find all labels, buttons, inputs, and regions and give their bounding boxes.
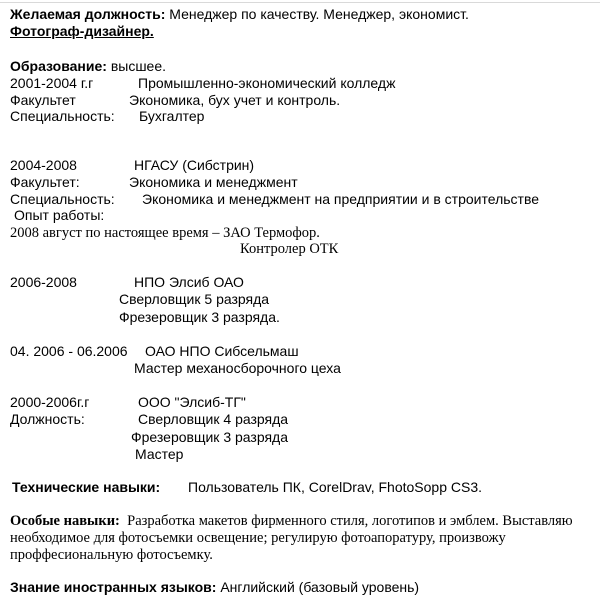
job-3-company: ООО "Элсиб-ТГ" xyxy=(138,394,246,410)
languages-line xyxy=(10,579,419,596)
job-3-position-3: Мастер xyxy=(135,446,184,462)
desired-position-line xyxy=(10,6,469,23)
education-1-specialty-label: Специальность: xyxy=(10,108,115,124)
education-2-period: 2004-2008 xyxy=(10,157,77,173)
education-1-period: 2001-2004 г.г xyxy=(10,75,94,91)
education-label: Образование: xyxy=(10,58,107,74)
job-2-company: ОАО НПО Сибсельмаш xyxy=(145,343,299,359)
languages-value: Английский (базовый уровень) xyxy=(220,579,420,595)
job-1-position-1: Сверловщик 5 разряда xyxy=(119,291,270,307)
experience-current-position: Контролер ОТК xyxy=(240,241,339,257)
special-skills-paragraph xyxy=(10,513,598,564)
job-1-position-2: Фрезеровщик 3 разряда. xyxy=(119,309,280,325)
job-1-period: 2006-2008 xyxy=(10,274,77,290)
job-3-position-label: Должность: xyxy=(10,411,85,427)
job-2-period: 04. 2006 - 06.2006 xyxy=(10,343,128,359)
education-line xyxy=(10,58,166,75)
experience-current: 2008 август по настоящее время – ЗАО Термофор. xyxy=(10,225,320,241)
education-1-faculty-label: Факультет xyxy=(10,92,76,108)
experience-label: Опыт работы: xyxy=(14,207,105,223)
desired-position-highlight: Фотограф-дизайнер. xyxy=(10,23,154,39)
education-2-faculty: Экономика и менеджмент xyxy=(129,174,298,190)
desired-position-value: Менеджер по качеству. Менеджер, экономист. xyxy=(169,6,469,22)
job-3-position-2: Фрезеровщик 3 разряда xyxy=(131,429,288,445)
education-2-specialty: Экономика и менеджмент на предприятии и в строительстве xyxy=(142,191,540,207)
special-skills-label: Особые навыки: xyxy=(10,513,120,529)
education-value: высшее. xyxy=(110,58,167,74)
education-1-specialty: Бухгалтер xyxy=(139,108,205,124)
languages-label: Знание иностранных языков: xyxy=(10,579,217,595)
education-2-specialty-label: Специальность: xyxy=(10,191,115,207)
desired-position-label: Желаемая должность: xyxy=(10,6,166,22)
top-border-line xyxy=(0,2,600,3)
tech-skills-label: Технические навыки: xyxy=(12,479,161,495)
education-1-institution: Промышленно-экономический колледж xyxy=(138,75,396,91)
education-2-faculty-label: Факультет: xyxy=(10,174,80,190)
job-3-position-1: Сверловщик 4 разряда xyxy=(138,411,289,427)
special-skills-value: Разработка макетов фирменного стиля, логотипов и эмблем. Выставляю необходимое для фотосъемки освещение; регулирую фотоапоратуру, произвожу проффесиональную фотосъемку. xyxy=(10,513,573,563)
job-3-period: 2000-2006г.г xyxy=(10,394,90,410)
job-2-position-1: Мастер механосборочного цеха xyxy=(134,360,341,376)
education-2-institution: НГАСУ (Сибстрин) xyxy=(134,157,255,173)
job-1-company: НПО Элсиб ОАО xyxy=(134,274,244,290)
education-1-faculty: Экономика, бух учет и контроль. xyxy=(129,92,341,108)
tech-skills-value: Пользователь ПК, CorelDrav, FhotoSopp CS3. xyxy=(188,479,482,495)
